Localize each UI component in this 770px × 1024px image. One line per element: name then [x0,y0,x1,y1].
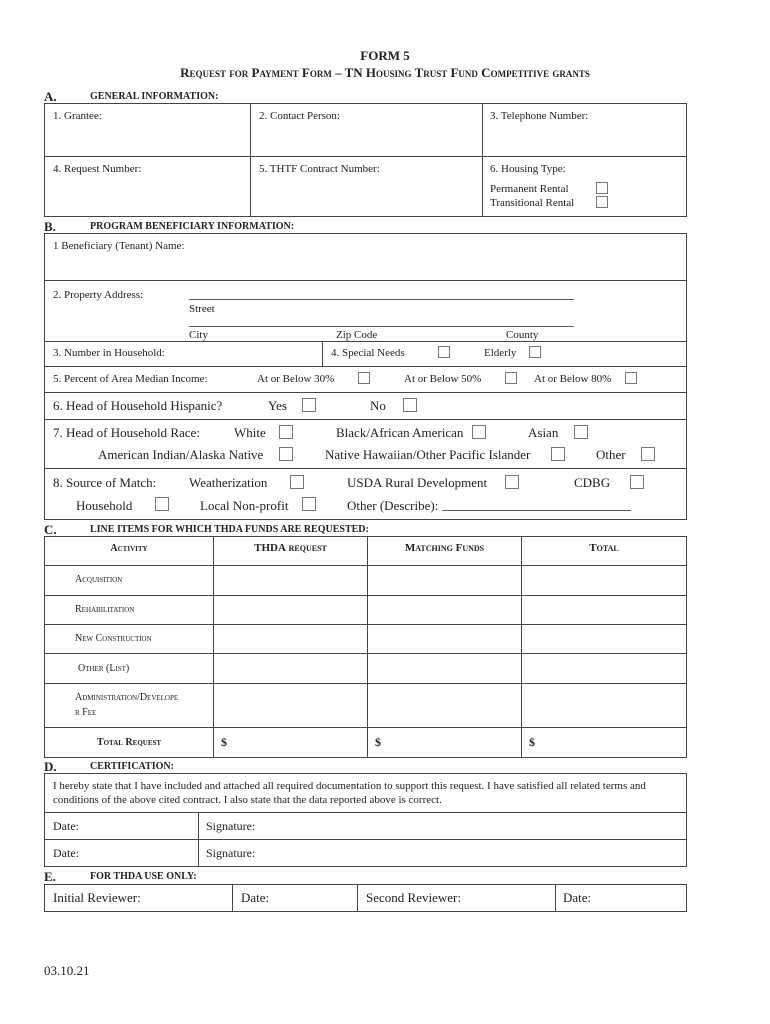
street-line[interactable] [189,299,574,300]
permanent-rental-checkbox[interactable] [596,182,608,194]
initial-date-field[interactable]: Date: [241,890,270,905]
row-other-list: Other (List) [78,663,130,674]
race-white-label: White [234,425,266,440]
row-rehabilitation: Rehabilitation [75,604,135,615]
form-number: FORM 5 [360,48,410,63]
housing-type-label: 6. Housing Type: [490,163,566,175]
row-developer-fee: r Fee [75,707,97,718]
transitional-rental-checkbox[interactable] [596,196,608,208]
col-thda-request: THDA request [254,542,327,554]
source-of-match-label: 8. Source of Match: [53,475,157,490]
county-label: County [506,329,539,341]
special-needs-checkbox[interactable] [438,346,450,358]
match-weatherization-label: Weatherization [189,475,268,490]
ami-80-label: At or Below 80% [534,373,612,385]
ami-label: 5. Percent of Area Median Income: [53,373,208,385]
ami-50-label: At or Below 50% [404,373,482,385]
race-label: 7. Head of Household Race: [53,425,200,440]
match-nonprofit-checkbox[interactable] [302,497,316,511]
match-cdbg-checkbox[interactable] [630,475,644,489]
race-nhpi-label: Native Hawaiian/Other Pacific Islander [325,447,531,462]
total-total-dollar[interactable]: $ [529,735,535,749]
race-other-label: Other [596,447,626,462]
beneficiary-name-field[interactable]: 1 Beneficiary (Tenant) Name: [53,240,185,252]
city-zip-county-line[interactable] [189,326,574,327]
hispanic-yes-label: Yes [268,398,287,413]
cert-signature-1[interactable]: Signature: [206,819,256,833]
section-a-table [44,103,687,217]
section-e-title: FOR THDA USE ONLY: [90,871,197,882]
total-matching-dollar[interactable]: $ [375,735,381,749]
hispanic-no-checkbox[interactable] [403,398,417,412]
section-a-title: GENERAL INFORMATION: [90,91,219,102]
street-label: Street [189,303,215,315]
section-b-title: PROGRAM BENEFICIARY INFORMATION: [90,221,295,232]
match-household-checkbox[interactable] [155,497,169,511]
ami-80-checkbox[interactable] [625,372,637,384]
number-in-household-field[interactable]: 3. Number in Household: [53,347,165,359]
match-nonprofit-label: Local Non-profit [200,498,289,513]
row-administration: Administration/Develope [75,692,179,703]
race-asian-label: Asian [528,425,559,440]
initial-reviewer-field[interactable]: Initial Reviewer: [53,890,141,905]
ami-50-checkbox[interactable] [505,372,517,384]
match-weatherization-checkbox[interactable] [290,475,304,489]
property-address-label: 2. Property Address: [53,289,144,301]
cert-signature-2[interactable]: Signature: [206,846,256,860]
race-black-checkbox[interactable] [472,425,486,439]
ami-30-label: At or Below 30% [257,373,335,385]
city-label: City [189,329,208,341]
row-new-construction: New Construction [75,633,152,644]
request-number-field[interactable]: 4. Request Number: [53,163,142,175]
ami-30-checkbox[interactable] [358,372,370,384]
elderly-checkbox[interactable] [529,346,541,358]
col-matching-funds: Matching Funds [404,542,485,554]
line-items-table [44,536,687,758]
race-other-checkbox[interactable] [641,447,655,461]
contact-person-field[interactable]: 2. Contact Person: [259,110,340,122]
section-c-letter: C. [44,522,57,537]
section-e-letter: E. [44,869,56,884]
certification-text-1: I hereby state that I have included and attached all required documentation to support this request. I have satisfied all related terms and [53,780,646,792]
section-a-letter: A. [44,89,57,104]
match-household-label: Household [76,498,133,513]
section-d-letter: D. [44,759,57,774]
special-needs-label: 4. Special Needs [331,347,405,359]
zip-label: Zip Code [336,329,378,341]
hispanic-yes-checkbox[interactable] [302,398,316,412]
race-black-label: Black/African American [336,425,464,440]
transitional-rental-label: Transitional Rental [490,197,575,209]
section-c-title: LINE ITEMS FOR WHICH THDA FUNDS ARE REQUESTED: [90,524,369,535]
col-total: Total [589,542,619,554]
section-b-letter: B. [44,219,56,234]
col-activity: Activity [110,543,148,554]
cert-date-1[interactable]: Date: [53,819,79,833]
match-other-label: Other (Describe): [347,498,439,513]
race-white-checkbox[interactable] [279,425,293,439]
race-aian-label: American Indian/Alaska Native [98,447,264,462]
telephone-field[interactable]: 3. Telephone Number: [490,110,589,122]
second-reviewer-field[interactable]: Second Reviewer: [366,890,461,905]
match-cdbg-label: CDBG [574,475,611,490]
row-acquisition: Acquisition [75,574,123,585]
permanent-rental-label: Permanent Rental [490,183,569,195]
hispanic-no-label: No [370,398,386,413]
form-revision-date: 03.10.21 [44,963,90,978]
race-aian-checkbox[interactable] [279,447,293,461]
match-usda-label: USDA Rural Development [347,475,488,490]
form-title: Request for Payment Form – TN Housing Trust Fund Competitive grants [180,65,590,80]
row-total-request: Total Request [96,737,162,748]
certification-text-2: conditions of the above cited contract. I also state that the data reported above is correct. [53,794,442,806]
contract-number-field[interactable]: 5. THTF Contract Number: [259,163,380,175]
section-d-title: CERTIFICATION: [90,761,174,772]
elderly-label: Elderly [484,347,517,359]
hispanic-label: 6. Head of Household Hispanic? [53,398,223,413]
race-asian-checkbox[interactable] [574,425,588,439]
match-other-describe-line[interactable] [442,510,631,511]
race-nhpi-checkbox[interactable] [551,447,565,461]
match-usda-checkbox[interactable] [505,475,519,489]
total-thda-dollar[interactable]: $ [221,735,227,749]
cert-date-2[interactable]: Date: [53,846,79,860]
grantee-field[interactable]: 1. Grantee: [53,110,102,122]
second-date-field[interactable]: Date: [563,890,592,905]
